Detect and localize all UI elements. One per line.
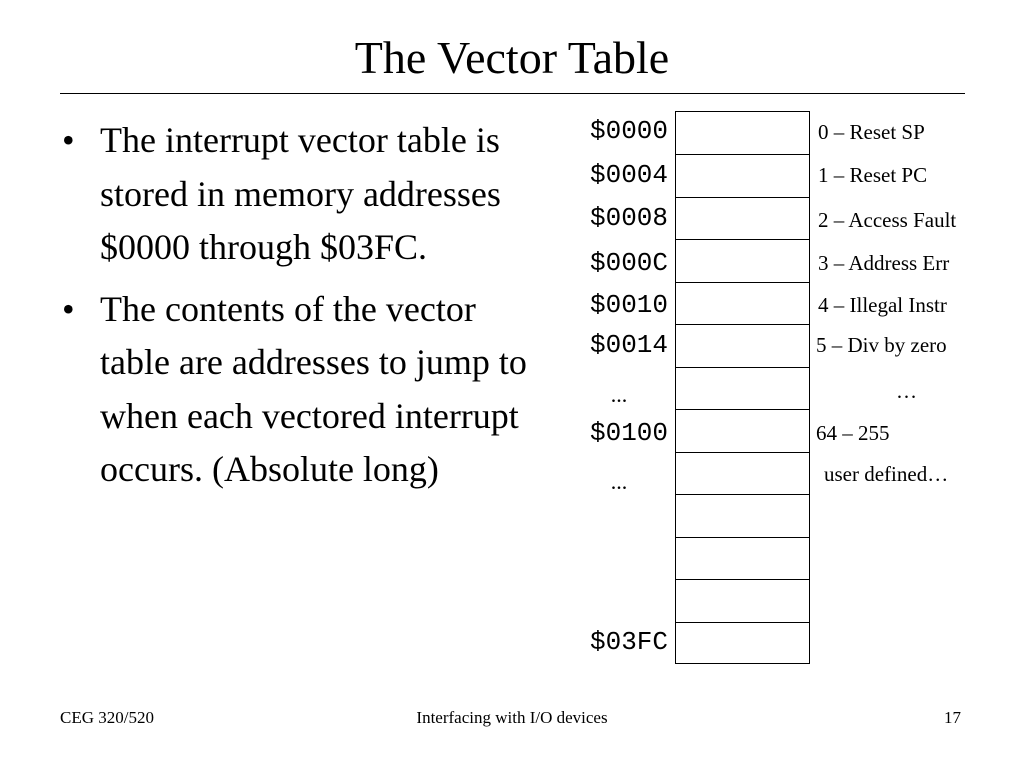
footer-topic: Interfacing with I/O devices (416, 708, 608, 727)
address-label: $0014 (589, 330, 668, 360)
memory-cell-divider (676, 239, 809, 240)
address-label: $0008 (589, 203, 668, 233)
vector-label: 2 – Access Fault (818, 208, 957, 232)
address-label: $03FC (589, 627, 668, 657)
address-ellipsis: ... (610, 469, 628, 494)
bullet-list (60, 114, 530, 505)
bullet-symbol: • (62, 288, 75, 329)
memory-cell-divider (676, 622, 809, 623)
bullet-text: The interrupt vector table is stored in memory addresses $0000 through $03FC. (100, 120, 501, 267)
bullet-item (60, 114, 530, 275)
address-label: $0010 (589, 290, 668, 320)
address-label: $000C (589, 248, 668, 278)
memory-cell-divider (676, 579, 809, 580)
vector-label: 64 – 255 (816, 421, 890, 445)
vector-label: 5 – Div by zero (816, 333, 947, 357)
vector-label: 1 – Reset PC (818, 163, 928, 187)
address-ellipsis: ... (610, 382, 628, 407)
footer-course: CEG 320/520 (60, 708, 154, 727)
vector-label: user defined… (824, 462, 949, 486)
memory-column (675, 111, 810, 664)
address-label: $0004 (589, 160, 668, 190)
memory-cell-divider (676, 154, 809, 155)
memory-cell-divider (676, 494, 809, 495)
memory-cell-divider (676, 537, 809, 538)
memory-cell-divider (676, 409, 809, 410)
address-label: $0100 (589, 418, 668, 448)
title-divider (60, 93, 965, 94)
memory-cell-divider (676, 452, 809, 453)
vector-label: 3 – Address Err (818, 251, 950, 275)
bullet-item (60, 283, 530, 497)
memory-cell-divider (676, 197, 809, 198)
address-label: $0000 (589, 116, 668, 146)
page-number: 17 (944, 708, 961, 727)
bullet-text: The contents of the vector table are addresses to jump to when each vectored interrupt occurs. (Absolute long) (100, 288, 527, 489)
slide-title: The Vector Table (354, 32, 670, 83)
vector-label: 0 – Reset SP (818, 120, 925, 144)
memory-cell-divider (676, 324, 809, 325)
memory-cell-divider (676, 367, 809, 368)
vector-ellipsis: … (896, 379, 917, 403)
vector-label: 4 – Illegal Instr (818, 293, 947, 317)
memory-cell-divider (676, 282, 809, 283)
bullet-symbol: • (62, 120, 75, 160)
